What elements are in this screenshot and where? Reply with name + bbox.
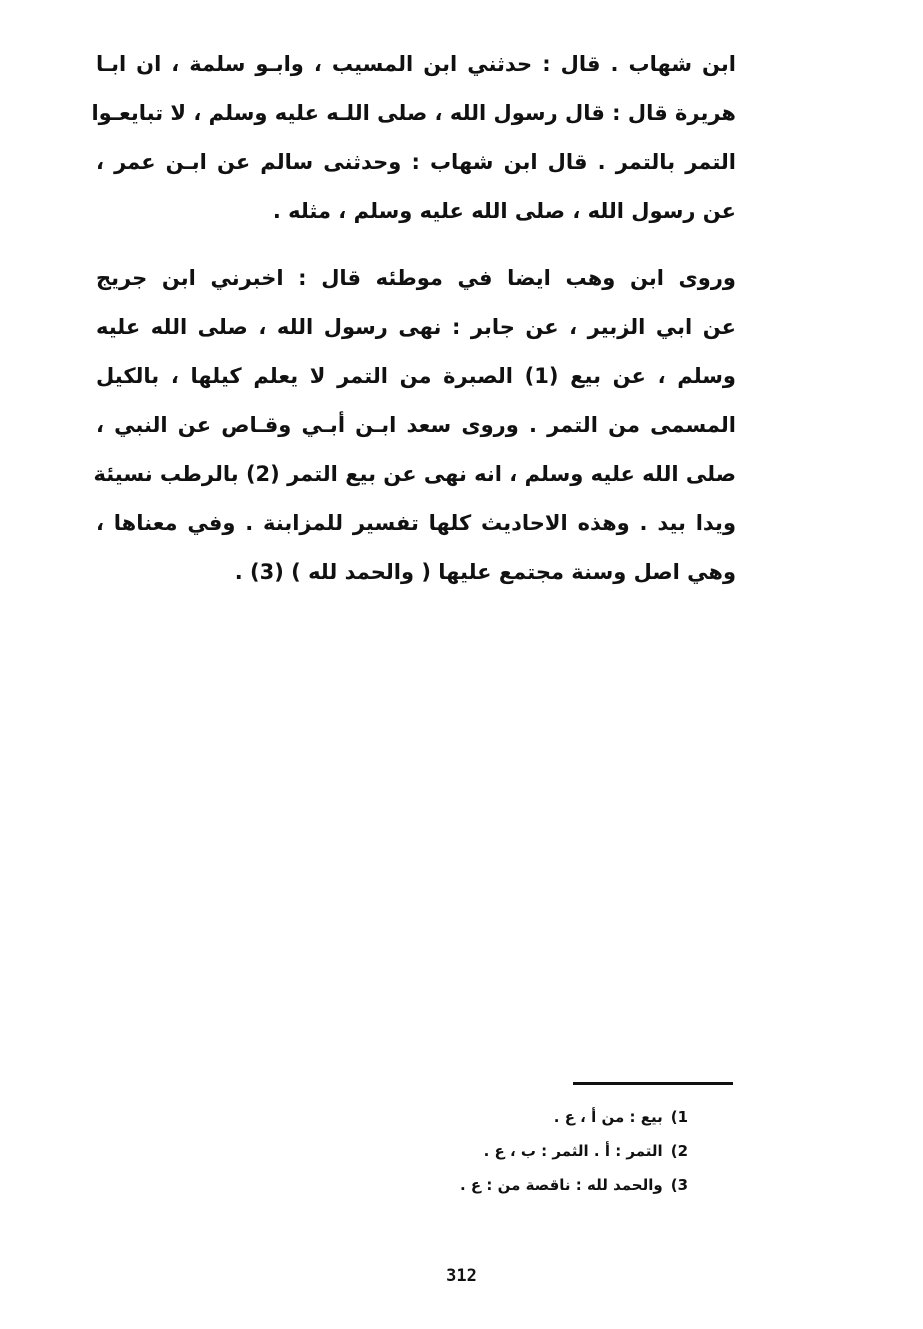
text-line: المسمى من التمر . وروى سعد ابـن أبـي وقـاص عن النبي ، xyxy=(96,413,736,437)
text-line: وروى ابن وهب ايضا في موطئه قال : اخبرني ابن جريج xyxy=(96,266,736,290)
text-line: التمر بالتمر . قال ابن شهاب : وحدثنى سالم عن ابـن عمر ، xyxy=(96,150,736,174)
footnote-2 xyxy=(400,1134,688,1168)
main-text xyxy=(91,40,736,597)
footnote-number: 1) xyxy=(670,1108,688,1126)
footnotes xyxy=(400,1100,688,1202)
text-line: هريرة قال : قال رسول الله ، صلى اللـه عليه وسلم ، لا تبايعـوا xyxy=(91,101,736,125)
paragraph-2 xyxy=(93,254,736,597)
page-number: 312 xyxy=(446,1266,477,1286)
text-line: وسلم ، عن بيع (1) الصبرة من التمر لا يعلم كيلها ، بالكيل xyxy=(96,364,736,388)
text-line: صلى الله عليه وسلم ، انه نهى عن بيع التمر (2) بالرطب نسيئة xyxy=(93,462,736,486)
footnote-text: والحمد لله : ناقصة من : ع . xyxy=(459,1176,663,1194)
text-line: عن ابي الزبير ، عن جابر : نهى رسول الله ، صلى الله عليه xyxy=(96,315,736,339)
footnote-separator xyxy=(573,1082,733,1085)
text-line: ابن شهاب . قال : حدثني ابن المسيب ، وابـو سلمة ، ان ابـا xyxy=(96,52,736,76)
footnote-number: 3) xyxy=(670,1176,688,1194)
footnote-text: بيع : من أ ، ع . xyxy=(553,1108,663,1126)
footnote-text: التمر : أ . الثمر : ب ، ع . xyxy=(483,1142,663,1160)
footnote-1 xyxy=(400,1100,688,1134)
footnote-3 xyxy=(400,1168,688,1202)
paragraph-gap xyxy=(96,236,736,254)
text-line: وهي اصل وسنة مجتمع عليها ( والحمد لله ) (3) . xyxy=(234,560,736,584)
text-line: ويدا بيد . وهذه الاحاديث كلها تفسير للمزابنة . وفي معناها ، xyxy=(96,511,736,535)
paragraph-1 xyxy=(91,40,736,236)
text-line: عن رسول الله ، صلى الله عليه وسلم ، مثله . xyxy=(272,199,736,223)
footnote-number: 2) xyxy=(670,1142,688,1160)
